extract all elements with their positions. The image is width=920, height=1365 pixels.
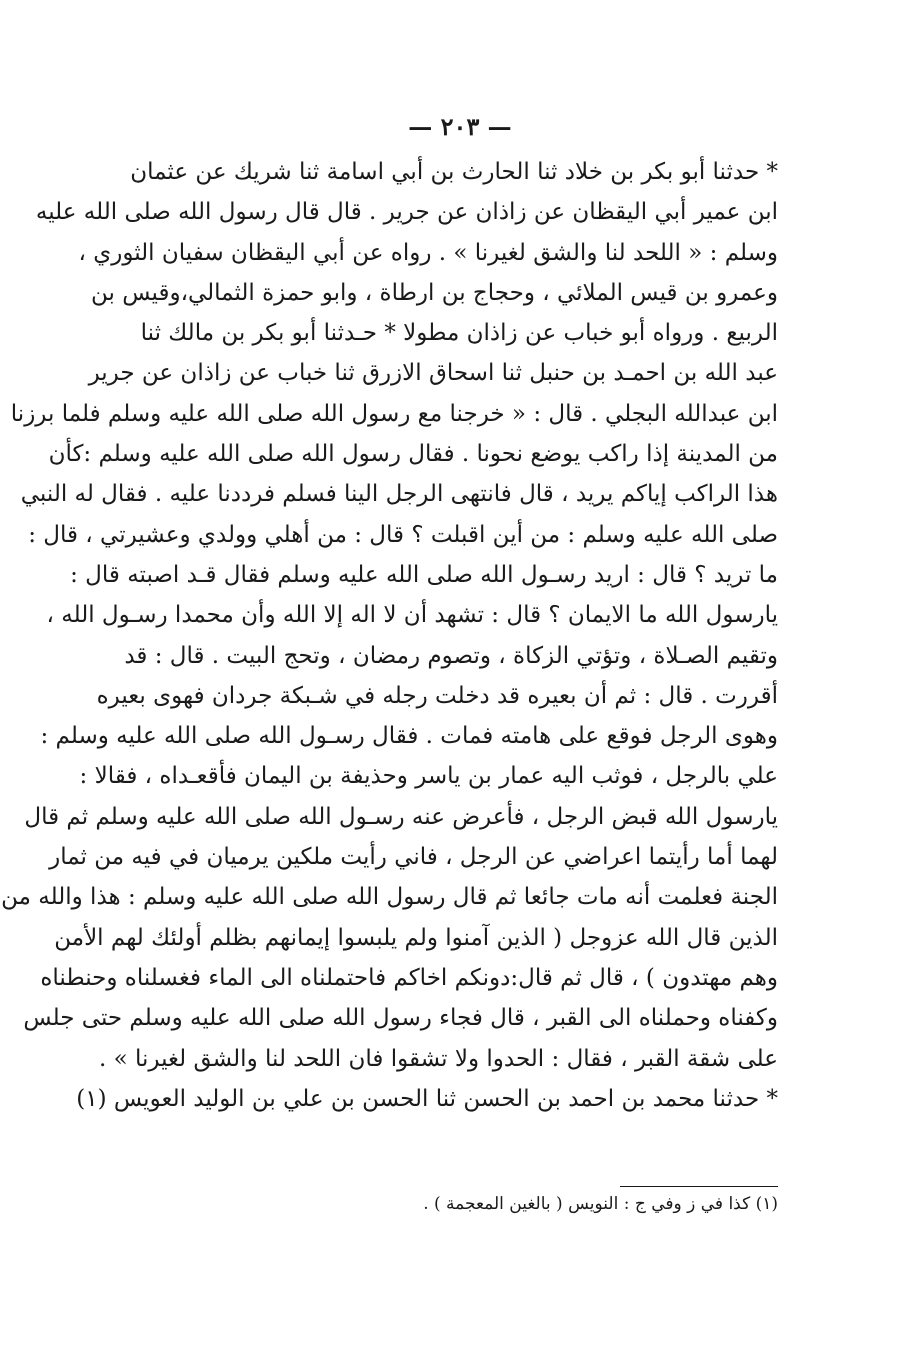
text-line: علي بالرجل ، فوثب اليه عمار بن ياسر وحذيفة بن اليمان فأقعـداه ، فقالا : (79, 763, 778, 790)
text-line: وسلم : « اللحد لنا والشق لغيرنا » . رواه عن أبي اليقظان سفيان الثوري ، (78, 239, 778, 266)
page-number: — ٢٠٣ — (408, 112, 512, 141)
footnote: (١) كذا في ز وفي ج : النويس ( بالغين المعجمة ) . (423, 1194, 778, 1214)
text-line: من المدينة إذا راكب يوضع نحونا . فقال رسول الله صلى الله عليه وسلم :كأن (48, 441, 778, 468)
text-line: ما تريد ؟ قال : اريد رسـول الله صلى الله عليه وسلم فقال قـد اصبته قال : (70, 561, 778, 588)
text-line: يارسول الله قبض الرجل ، فأعرض عنه رسـول الله صلى الله عليه وسلم ثم قال (24, 803, 778, 830)
text-line: * حدثنا محمد بن احمد بن الحسن ثنا الحسن بن علي بن الوليد العويس (١) (76, 1085, 778, 1112)
footnote-divider (620, 1186, 778, 1187)
text-line: الجنة فعلمت أنه مات جائعا ثم قال رسول الله صلى الله عليه وسلم : هذا والله من (1, 884, 778, 911)
text-line: * حدثنا أبو بكر بن خلاد ثنا الحارث بن أبي اسامة ثنا شريك عن عثمان (130, 159, 778, 185)
text-line: ابن عمير أبي اليقظان عن زاذان عن جرير . قال قال رسول الله صلى الله عليه (35, 199, 778, 226)
text-line: وعمرو بن قيس الملائي ، وحجاج بن ارطاة ، وابو حمزة الثمالي،وقيس بن (90, 279, 778, 306)
text-line: وهم مهتدون ) ، قال ثم قال:دونكم اخاكم فاحتملناه الى الماء فغسلناه وحنطناه (40, 964, 778, 991)
text-line: الربيع . ورواه أبو خباب عن زاذان مطولا * حـدثنا أبو بكر بن مالك ثنا (140, 320, 778, 347)
text-line: أقررت . قال : ثم أن بعيره قد دخلت رجله في شـبكة جردان فهوى بعيره (96, 682, 778, 709)
text-line: عبد الله بن احمـد بن حنبل ثنا اسحاق الازرق ثنا خباب عن زاذان عن جرير (88, 360, 778, 387)
text-line: لهما أما رأيتما اعراضي عن الرجل ، فاني رأيت ملكين يرميان في فيه من ثمار (49, 844, 778, 871)
main-text (1, 152, 778, 1119)
text-line: صلى الله عليه وسلم : من أين اقبلت ؟ قال : من أهلي وولدي وعشيرتي ، قال : (28, 521, 778, 548)
text-line: وتقيم الصـلاة ، وتؤتي الزكاة ، وتصوم رمضان ، وتحج البيت . قال : قد (124, 642, 778, 669)
text-line: على شقة القبر ، فقال : الحدوا ولا تشقوا فان اللحد لنا والشق لغيرنا » . (99, 1045, 778, 1072)
text-line: وهوى الرجل فوقع على هامته فمات . فقال رسـول الله صلى الله عليه وسلم : (40, 723, 778, 750)
text-line: يارسول الله ما الايمان ؟ قال : تشهد أن لا اله إلا الله وأن محمدا رسـول الله ، (46, 602, 778, 629)
text-line: وكفناه وحملناه الى القبر ، قال فجاء رسول الله صلى الله عليه وسلم حتى جلس (23, 1005, 778, 1032)
text-line: الذين قال الله عزوجل ( الذين آمنوا ولم يلبسوا إيمانهم بظلم أولئك لهم الأمن (54, 924, 778, 951)
text-line: هذا الراكب إياكم يريد ، قال فانتهى الرجل الينا فسلم فرددنا عليه . فقال له النبي (20, 481, 778, 508)
text-line: ابن عبدالله البجلي . قال : « خرجنا مع رسول الله صلى الله عليه وسلم فلما برزنا (10, 400, 778, 427)
